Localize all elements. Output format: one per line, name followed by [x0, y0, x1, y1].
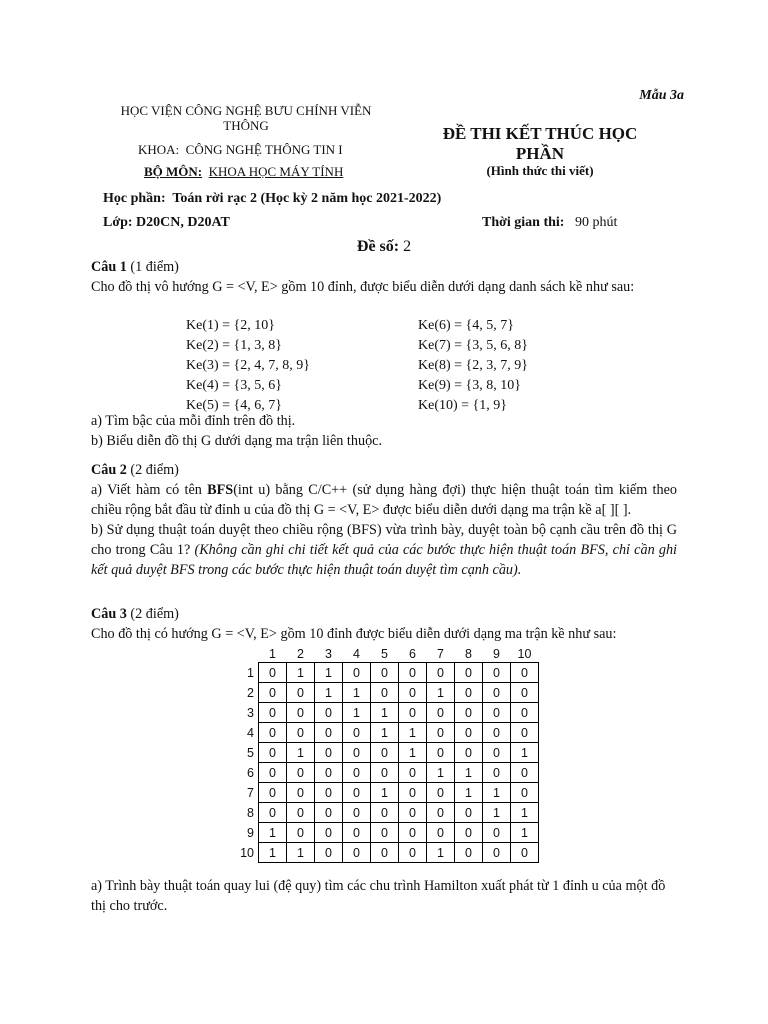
matrix-cell: 0	[427, 723, 455, 743]
matrix-cell: 0	[399, 823, 427, 843]
matrix-column-header: 1	[269, 646, 276, 661]
question-2-part-b-text: b) Sử dụng thuật toán duyệt theo chiều rộng (BFS) vừa trình bày, duyệt toàn bộ cạnh cầu trên đồ thị G cho trong Câu 1?	[91, 522, 677, 558]
matrix-table	[236, 645, 539, 863]
matrix-cell: 0	[259, 743, 287, 763]
matrix-cell: 0	[511, 843, 539, 863]
matrix-cell: 0	[455, 663, 483, 683]
matrix-cell: 1	[343, 703, 371, 723]
matrix-cell: 0	[427, 743, 455, 763]
exam-title-line1: ĐỀ THI KẾT THÚC HỌC	[442, 124, 638, 143]
matrix-cell: 1	[511, 803, 539, 823]
matrix-column-header: 9	[493, 646, 500, 661]
question-2-part-b	[91, 520, 677, 580]
matrix-cell: 0	[287, 703, 315, 723]
matrix-column-header: 10	[517, 646, 532, 661]
matrix-cell: 0	[343, 663, 371, 683]
exam-number-value: 2	[403, 238, 412, 255]
matrix-row-header: 6	[247, 765, 254, 780]
matrix-cell: 0	[315, 703, 343, 723]
matrix-column-header: 8	[465, 646, 472, 661]
matrix-cell: 1	[427, 763, 455, 783]
department-line	[144, 164, 343, 180]
matrix-column-header: 2	[297, 646, 304, 661]
matrix-cell: 1	[483, 783, 511, 803]
matrix-row-header: 7	[247, 785, 254, 800]
time-value: 90 phút	[574, 215, 618, 230]
matrix-row	[236, 783, 539, 803]
matrix-cell: 1	[343, 683, 371, 703]
matrix-cell: 1	[455, 763, 483, 783]
question-2-part-a-text: a) Viết hàm có tên	[91, 482, 208, 498]
matrix-cell: 0	[371, 823, 399, 843]
question-2-part-a	[91, 480, 677, 520]
matrix-cell: 1	[315, 663, 343, 683]
matrix-cell: 0	[399, 683, 427, 703]
exam-form: (Hình thức thi viết)	[486, 163, 594, 178]
matrix-column-header: 3	[325, 646, 332, 661]
exam-number-label: Đề số:	[356, 238, 400, 255]
matrix-cell: 0	[399, 663, 427, 683]
matrix-cell: 0	[315, 743, 343, 763]
matrix-row-header: 10	[240, 845, 254, 860]
adjacency-list-left	[186, 316, 310, 416]
matrix-cell: 0	[259, 703, 287, 723]
matrix-cell: 0	[315, 803, 343, 823]
question-2-part-b-note: (Không cần ghi chi tiết kết quả của các bước thực hiện thuật toán BFS, chỉ cần ghi kết quả duyệt BFS trong các bước thực hiện thuật toán duyệt tìm cạnh cầu).	[91, 542, 677, 578]
matrix-cell: 0	[483, 663, 511, 683]
matrix-cell: 0	[287, 803, 315, 823]
matrix-cell: 0	[371, 843, 399, 863]
matrix-row	[236, 743, 539, 763]
matrix-column-header: 5	[381, 646, 388, 661]
matrix-cell: 0	[427, 703, 455, 723]
matrix-cell: 1	[287, 663, 315, 683]
matrix-row-header: 2	[247, 685, 254, 700]
matrix-cell: 0	[511, 783, 539, 803]
matrix-cell: 0	[343, 803, 371, 823]
matrix-cell: 0	[287, 763, 315, 783]
matrix-cell: 0	[343, 783, 371, 803]
class-value: D20CN, D20AT	[136, 215, 230, 230]
matrix-cell: 0	[343, 743, 371, 763]
form-code: Mẫu 3a	[639, 88, 684, 103]
matrix-cell: 0	[455, 723, 483, 743]
matrix-row	[236, 683, 539, 703]
adjacency-item: Ke(6) = {4, 5, 7}	[418, 318, 514, 333]
matrix-cell: 0	[287, 783, 315, 803]
matrix-cell: 0	[511, 723, 539, 743]
matrix-cell: 0	[287, 723, 315, 743]
matrix-cell: 0	[287, 823, 315, 843]
matrix-row	[236, 823, 539, 843]
matrix-cell: 0	[399, 803, 427, 823]
matrix-cell: 0	[511, 683, 539, 703]
matrix-cell: 0	[511, 703, 539, 723]
matrix-cell: 0	[483, 823, 511, 843]
question-1-heading	[91, 257, 677, 277]
matrix-cell: 0	[427, 823, 455, 843]
course-line	[103, 191, 441, 207]
matrix-cell: 0	[259, 663, 287, 683]
question-2-points: (2 điểm)	[130, 462, 179, 478]
matrix-row-header: 8	[247, 805, 254, 820]
matrix-cell: 1	[399, 723, 427, 743]
matrix-cell: 0	[399, 703, 427, 723]
question-2	[91, 460, 677, 580]
matrix-row-header: 1	[247, 665, 254, 680]
exam-title	[410, 124, 670, 164]
matrix-cell: 0	[259, 803, 287, 823]
question-1-parts	[91, 411, 677, 451]
matrix-cell: 1	[287, 743, 315, 763]
matrix-row	[236, 803, 539, 823]
matrix-cell: 1	[399, 743, 427, 763]
faculty-value: CÔNG NGHỆ THÔNG TIN I	[185, 142, 343, 157]
question-1-intro: Cho đồ thị vô hướng G = <V, E> gồm 10 đỉnh, được biểu diễn dưới dạng danh sách kề như sau:	[91, 279, 635, 295]
course-value: Toán rời rạc 2 (Học kỳ 2 năm học 2021-2022)	[172, 191, 442, 206]
matrix-cell: 0	[315, 723, 343, 743]
matrix-cell: 0	[259, 723, 287, 743]
matrix-cell: 0	[483, 763, 511, 783]
matrix-row-header: 9	[247, 825, 254, 840]
matrix-row-header: 3	[247, 705, 254, 720]
question-1-part-b: b) Biểu diễn đồ thị G dưới dạng ma trận liên thuộc.	[91, 433, 383, 449]
matrix-cell: 1	[371, 723, 399, 743]
matrix-row	[236, 843, 539, 863]
matrix-cell: 0	[371, 763, 399, 783]
matrix-corner	[236, 645, 259, 663]
adjacency-matrix	[236, 645, 539, 863]
matrix-cell: 1	[315, 683, 343, 703]
matrix-cell: 1	[511, 823, 539, 843]
adjacency-item: Ke(8) = {2, 3, 7, 9}	[418, 358, 528, 373]
matrix-cell: 0	[371, 803, 399, 823]
matrix-cell: 0	[511, 763, 539, 783]
institute-name: HỌC VIỆN CÔNG NGHỆ BƯU CHÍNH VIỄN THÔNG	[120, 103, 372, 133]
adjacency-item: Ke(2) = {1, 3, 8}	[186, 338, 282, 353]
matrix-cell: 0	[483, 703, 511, 723]
question-3-intro: Cho đồ thị có hướng G = <V, E> gồm 10 đỉnh được biểu diễn dưới dạng ma trận kề như sau:	[91, 626, 617, 642]
question-3-heading	[91, 604, 677, 624]
matrix-cell: 1	[427, 683, 455, 703]
adjacency-item: Ke(7) = {3, 5, 6, 8}	[418, 338, 528, 353]
question-3-title: Câu 3	[91, 606, 127, 622]
adjacency-item: Ke(10) = {1, 9}	[418, 398, 507, 413]
function-name: BFS	[207, 482, 234, 498]
matrix-cell: 0	[343, 723, 371, 743]
matrix-cell: 0	[455, 743, 483, 763]
matrix-cell: 0	[371, 683, 399, 703]
course-label: Học phần:	[103, 191, 166, 206]
faculty-label: KHOA:	[138, 142, 180, 157]
matrix-cell: 0	[427, 783, 455, 803]
matrix-cell: 0	[455, 703, 483, 723]
matrix-row	[236, 703, 539, 723]
time-line	[482, 215, 617, 231]
matrix-column-header: 4	[353, 646, 360, 661]
question-3	[91, 604, 677, 644]
question-1-title: Câu 1	[91, 259, 127, 275]
matrix-cell: 0	[259, 763, 287, 783]
matrix-cell: 0	[371, 743, 399, 763]
matrix-cell: 1	[371, 783, 399, 803]
adjacency-list-right	[418, 316, 528, 416]
time-label: Thời gian thi:	[482, 215, 565, 230]
matrix-cell: 0	[343, 763, 371, 783]
exam-title-line2: PHẦN	[515, 144, 565, 163]
matrix-cell: 1	[427, 843, 455, 863]
matrix-row	[236, 723, 539, 743]
matrix-column-header: 6	[409, 646, 416, 661]
adjacency-item: Ke(4) = {3, 5, 6}	[186, 378, 282, 393]
matrix-cell: 0	[343, 843, 371, 863]
matrix-row	[236, 663, 539, 683]
matrix-cell: 1	[511, 743, 539, 763]
matrix-cell: 1	[371, 703, 399, 723]
matrix-cell: 0	[483, 683, 511, 703]
matrix-cell: 0	[483, 723, 511, 743]
matrix-cell: 0	[315, 823, 343, 843]
adjacency-item: Ke(3) = {2, 4, 7, 8, 9}	[186, 358, 310, 373]
adjacency-item: Ke(1) = {2, 10}	[186, 318, 275, 333]
question-1-points: (1 điểm)	[130, 259, 179, 275]
matrix-cell: 0	[427, 803, 455, 823]
matrix-cell: 0	[287, 683, 315, 703]
question-2-heading	[91, 460, 677, 480]
matrix-cell: 1	[259, 843, 287, 863]
question-1-part-a: a) Tìm bậc của mỗi đỉnh trên đồ thị.	[91, 413, 296, 429]
matrix-cell: 1	[483, 803, 511, 823]
matrix-cell: 0	[455, 803, 483, 823]
matrix-row-header: 4	[247, 725, 254, 740]
matrix-cell: 1	[287, 843, 315, 863]
class-label: Lớp:	[103, 215, 133, 230]
matrix-cell: 0	[455, 683, 483, 703]
question-3-part-a: a) Trình bày thuật toán quay lui (đệ quy) tìm các chu trình Hamilton xuất phát từ 1 đỉnh u của một đồ thị cho trước.	[91, 878, 666, 914]
question-1	[91, 257, 677, 297]
question-2-title: Câu 2	[91, 462, 127, 478]
matrix-cell: 0	[399, 843, 427, 863]
question-3-points: (2 điểm)	[130, 606, 179, 622]
faculty-line	[138, 142, 343, 158]
department-value: KHOA HỌC MÁY TÍNH	[208, 164, 344, 179]
matrix-row	[236, 763, 539, 783]
matrix-cell: 0	[455, 823, 483, 843]
matrix-cell: 0	[315, 843, 343, 863]
department-label: BỘ MÔN:	[144, 164, 203, 179]
adjacency-item: Ke(5) = {4, 6, 7}	[186, 398, 282, 413]
matrix-cell: 0	[259, 683, 287, 703]
matrix-cell: 0	[483, 843, 511, 863]
matrix-column-header: 7	[437, 646, 444, 661]
exam-number	[0, 238, 768, 256]
matrix-row-header: 5	[247, 745, 254, 760]
matrix-cell: 1	[455, 783, 483, 803]
matrix-cell: 0	[399, 783, 427, 803]
question-2-part-a-rest: (int u) bằng C/C++ (sử dụng hàng đợi) thực hiện thuật toán tìm kiếm theo chiều rộng bắt đầu từ đỉnh u của đồ thị G = <V, E> được biểu diễn dưới dạng ma trận kề a[ ][ ].	[91, 482, 677, 518]
matrix-cell: 0	[483, 743, 511, 763]
adjacency-item: Ke(9) = {3, 8, 10}	[418, 378, 521, 393]
matrix-cell: 0	[511, 663, 539, 683]
matrix-cell: 1	[259, 823, 287, 843]
matrix-cell: 0	[455, 843, 483, 863]
matrix-cell: 0	[399, 763, 427, 783]
matrix-cell: 0	[259, 783, 287, 803]
class-line	[103, 215, 230, 231]
matrix-cell: 0	[315, 783, 343, 803]
matrix-cell: 0	[315, 763, 343, 783]
matrix-cell: 0	[343, 823, 371, 843]
matrix-cell: 0	[371, 663, 399, 683]
matrix-cell: 0	[427, 663, 455, 683]
